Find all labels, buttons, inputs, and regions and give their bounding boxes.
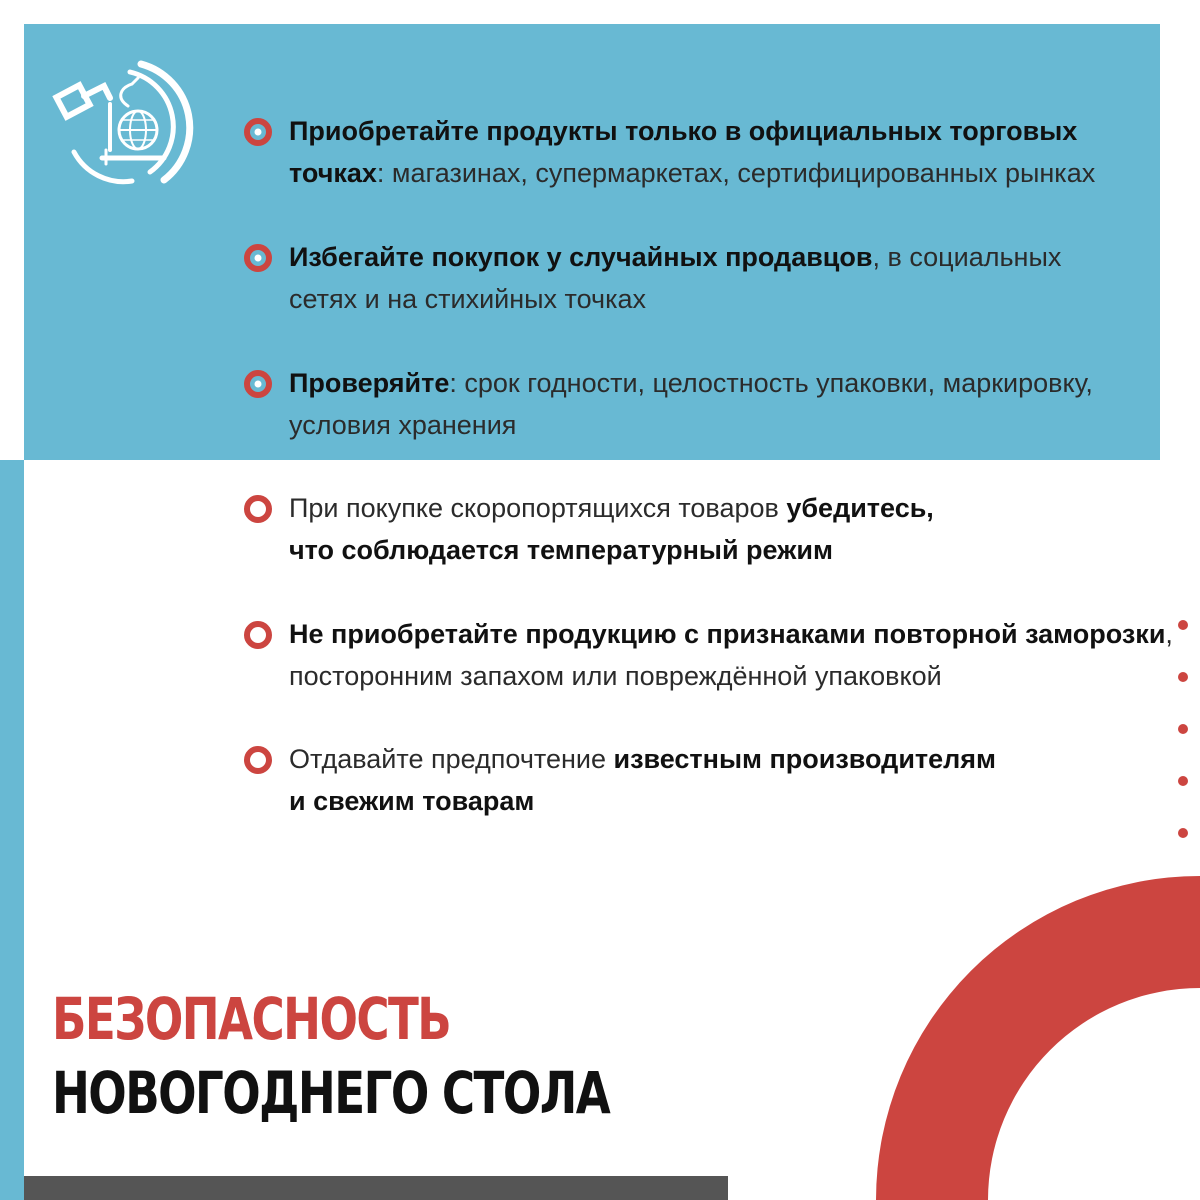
tip-item: [244, 236, 1174, 320]
bullet-icon: [244, 621, 272, 649]
tip-item: [244, 613, 1174, 697]
tip-item: [244, 487, 1174, 571]
bullet-icon: [244, 746, 272, 774]
tip-item: [244, 362, 1174, 446]
tip-text: [289, 613, 1174, 697]
tip-rest: , посторонним запахом или повреждённой упаковкой: [289, 619, 1173, 691]
tip-bold: Избегайте покупок у случайных продавцов: [289, 242, 873, 272]
tip-bold: убедитесь,: [786, 493, 934, 523]
bullet-icon: [244, 118, 272, 146]
tip-item: [244, 738, 1174, 822]
decor-dot: [1178, 620, 1188, 630]
tip-pre: Отдавайте предпочтение: [289, 744, 614, 774]
tip-rest: : магазинах, супермаркетах, сертифицированных рынках: [376, 158, 1096, 188]
tip-text: [289, 110, 1174, 194]
tip-bold: что соблюдается температурный режим: [289, 535, 833, 565]
tip-bold: и свежим товарам: [289, 786, 535, 816]
tip-rest: , в социальных сетях и на стихийных точках: [289, 242, 1062, 314]
left-stripe: [0, 460, 24, 1200]
tip-bold: Проверяйте: [289, 368, 450, 398]
decor-dot: [1178, 776, 1188, 786]
page-title: [52, 985, 766, 1127]
inspection-emblem-icon: [46, 50, 196, 200]
tip-text: [289, 362, 1174, 446]
bullet-icon: [244, 370, 272, 398]
tip-bold: Не приобретайте продукцию с признаками повторной заморозки: [289, 619, 1166, 649]
bottom-bar: [24, 1176, 728, 1200]
title-line-2: НОВОГОДНЕГО СТОЛА: [52, 1059, 610, 1127]
decor-dot: [1178, 672, 1188, 682]
decor-dot: [1178, 724, 1188, 734]
tip-bold: известным производителям: [613, 744, 997, 774]
bullet-icon: [244, 495, 272, 523]
title-line-1: БЕЗОПАСНОСТЬ: [52, 985, 451, 1053]
tip-rest: : срок годности, целостность упаковки, маркировку, условия хранения: [289, 368, 1093, 440]
tip-text: [289, 487, 1174, 571]
tip-text: [289, 236, 1109, 320]
tip-bold: Приобретайте продукты только в официальных торговых точках: [289, 116, 1078, 188]
tip-item: [244, 110, 1174, 194]
decor-dot: [1178, 828, 1188, 838]
tip-pre: При покупке скоропортящихся товаров: [289, 493, 787, 523]
bullet-icon: [244, 244, 272, 272]
tip-text: [289, 738, 1174, 822]
